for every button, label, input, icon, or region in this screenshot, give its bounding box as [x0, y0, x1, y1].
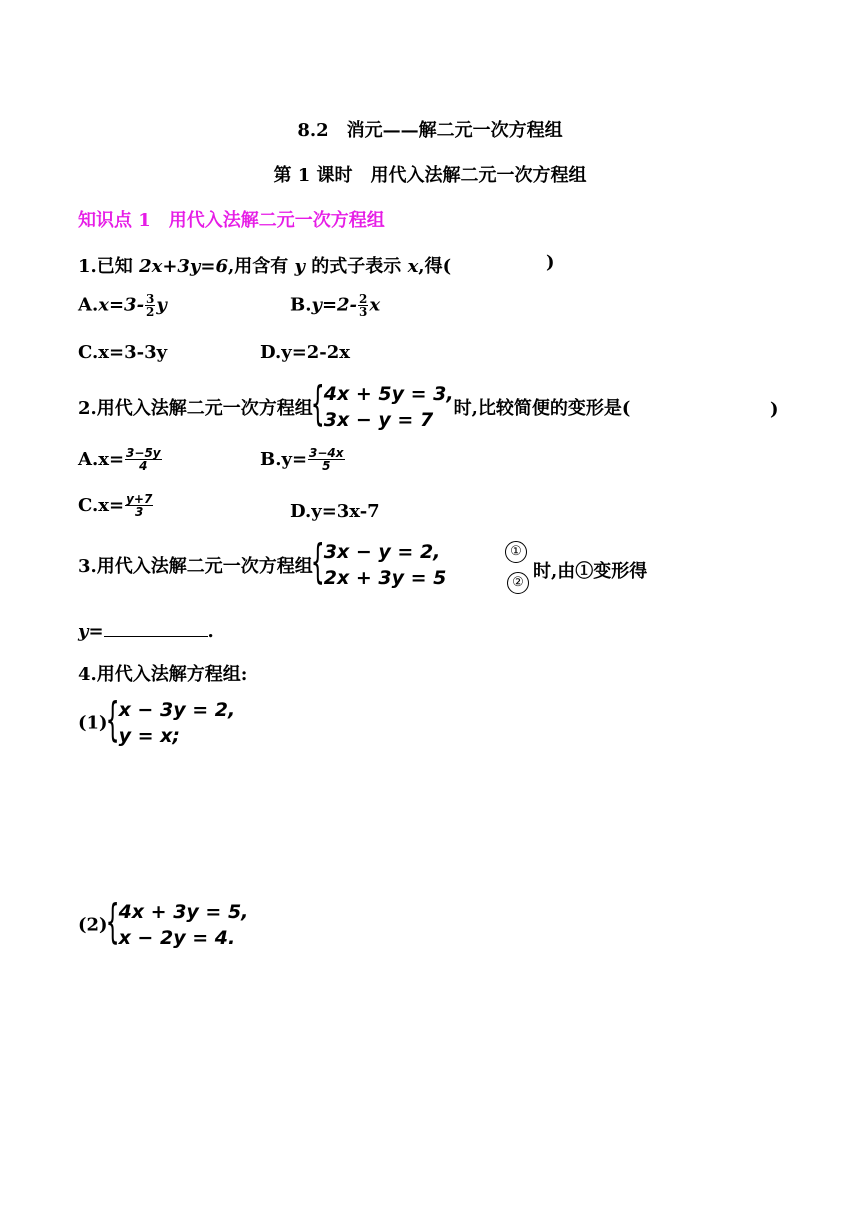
- q4-part-1-label: (1): [78, 712, 108, 734]
- q3-mark-1: ①: [505, 541, 527, 563]
- q3-mark-2: ②: [507, 572, 529, 594]
- q3-answer-prefix: y=: [78, 621, 104, 642]
- q1-option-b: [290, 293, 380, 318]
- q2-option-b: [260, 447, 346, 472]
- q1-middle2: 的式子表示: [305, 256, 408, 277]
- q1-option-a-label: A.: [78, 294, 99, 316]
- q1-option-a: [78, 293, 167, 318]
- q1-option-d: D.y=2-2x: [260, 342, 351, 363]
- q1-equation: 2x+3y=6: [139, 256, 228, 277]
- q1-option-a-var: y: [156, 294, 167, 316]
- q4-p1-eq2: y = x;: [118, 725, 180, 747]
- q3-suffix: 时,由①变形得: [533, 561, 648, 582]
- q2-eq2: 3x − y = 7: [323, 409, 434, 431]
- q2-option-c: [78, 493, 154, 518]
- q2-option-c-label: C.x=: [78, 495, 125, 516]
- q4-part-2: [78, 899, 248, 951]
- q2-eq1: 4x + 5y = 3,: [323, 383, 454, 405]
- q1-prefix: 1.已知: [78, 256, 140, 277]
- question-3: [78, 539, 446, 591]
- q4-p2-eq2: x − 2y = 4.: [118, 927, 236, 949]
- question-4-title: 4.用代入法解方程组:: [78, 664, 248, 685]
- q3-answer-end: .: [207, 621, 214, 642]
- q2-equation-system: { 4x + 5y = 3, 3x − y = 7: [310, 379, 454, 433]
- q2-suffix: 时,比较简便的变形是(: [453, 398, 631, 419]
- q4-p1-eq1: x − 3y = 2,: [118, 699, 236, 721]
- q4-part-2-system: { 4x + 3y = 5, x − 2y = 4.: [105, 897, 249, 951]
- q1-close-paren: ): [546, 252, 555, 273]
- q2-option-c-fraction: $\frac{y+7}{3}$: [126, 492, 153, 519]
- q3-eq1: 3x − y = 2,: [323, 541, 441, 563]
- q4-part-1: [78, 697, 235, 749]
- q2-close-paren: ): [770, 399, 779, 420]
- q1-option-b-fraction: $\frac{2}{3}$: [359, 292, 368, 319]
- lesson-title: 第 1 课时 用代入法解二元一次方程组: [273, 165, 587, 186]
- q3-prefix: 3.用代入法解二元一次方程组: [78, 556, 313, 577]
- q1-option-b-var: x: [369, 294, 381, 316]
- q1-option-b-lhs: y=2-: [311, 294, 358, 316]
- question-2: [78, 381, 630, 433]
- q1-option-a-fraction: $\frac{3}{2}$: [146, 292, 155, 319]
- q2-option-a: [78, 447, 163, 472]
- knowledge-point-heading: 知识点 1 用代入法解二元一次方程组: [78, 210, 385, 231]
- q1-option-b-label: B.: [290, 294, 312, 316]
- q2-prefix: 2.用代入法解二元一次方程组: [78, 398, 313, 419]
- q2-option-b-label: B.y=: [260, 449, 308, 470]
- q1-option-c: C.x=3-3y: [78, 342, 168, 363]
- q3-eq2: 2x + 3y = 5: [323, 567, 447, 589]
- q3-answer-blank[interactable]: [104, 618, 208, 637]
- q3-answer-line: [78, 618, 214, 642]
- q2-option-a-label: A.x=: [78, 449, 125, 470]
- q2-option-a-fraction: $\frac{3-5y}{4}$: [126, 446, 161, 473]
- q2-option-b-fraction: $\frac{3-4x}{5}$: [309, 446, 344, 473]
- section-title: 8.2 消元——解二元一次方程组: [297, 120, 563, 141]
- q1-middle: ,用含有: [228, 256, 295, 277]
- q4-part-2-label: (2): [78, 914, 108, 936]
- q4-part-1-system: { x − 3y = 2, y = x;: [105, 695, 236, 749]
- q1-option-a-lhs: x=3-: [98, 294, 145, 316]
- q1-var-x: x: [407, 256, 419, 277]
- q1-suffix: ,得(: [418, 256, 452, 277]
- q1-var-y: y: [294, 256, 306, 277]
- q4-p2-eq1: 4x + 3y = 5,: [118, 901, 249, 923]
- q3-equation-system: { 3x − y = 2, 2x + 3y = 5: [310, 537, 447, 591]
- question-1: [78, 252, 451, 278]
- q2-option-d: D.y=3x-7: [290, 501, 380, 522]
